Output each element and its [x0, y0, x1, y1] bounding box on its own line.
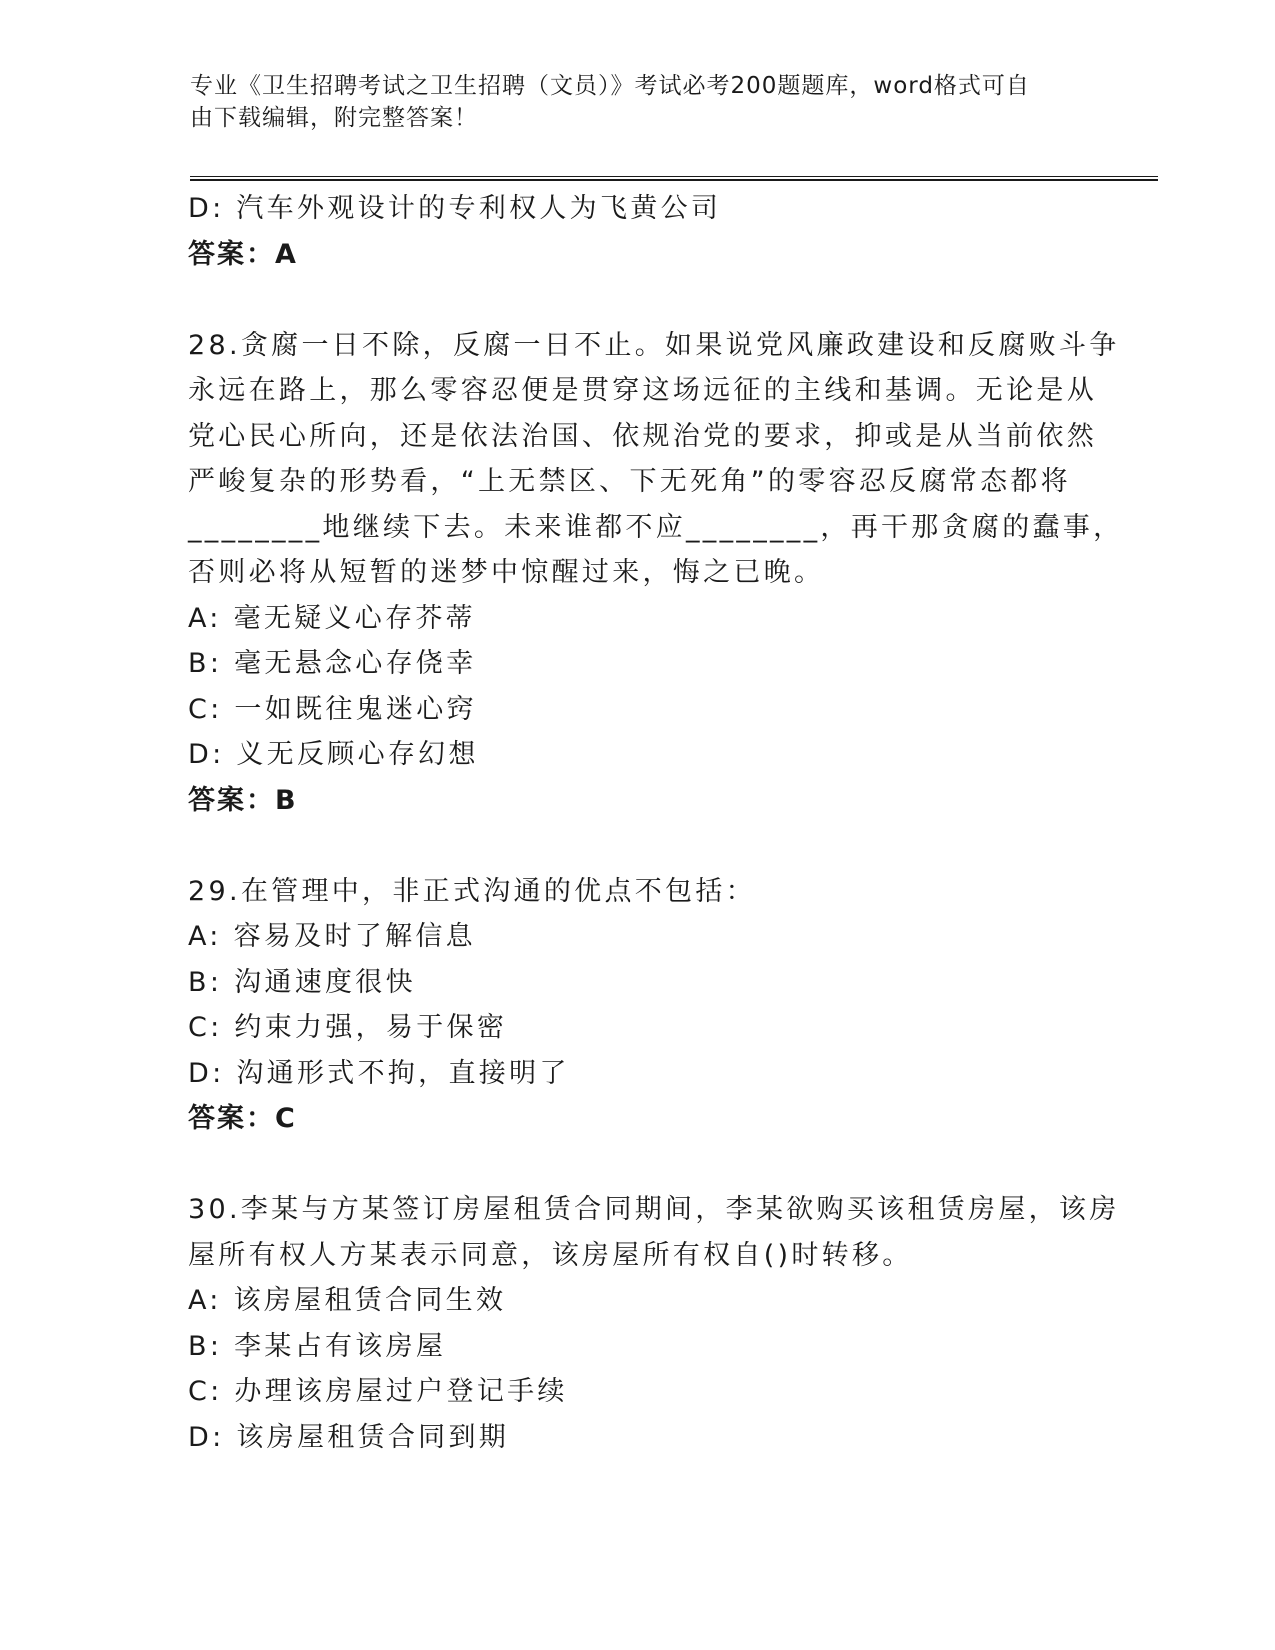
header-divider — [190, 176, 1158, 181]
question-stem-line: 屋所有权人方某表示同意，该房屋所有权自()时转移。 — [188, 1239, 913, 1271]
option-c: C: 约束力强，易于保密 — [188, 1012, 508, 1043]
question-stem-line: ________地继续下去。未来谁都不应________，再干那贪腐的蠢事， — [188, 511, 1124, 543]
option-d: D: 沟通形式不拘，直接明了 — [188, 1057, 570, 1089]
question-stem-line: 29.在管理中，非正式沟通的优点不包括： — [188, 875, 756, 907]
option-a: A: 容易及时了解信息 — [188, 921, 476, 952]
prev-option-d: D: 汽车外观设计的专利权人为飞黄公司 — [188, 193, 722, 224]
header-line-1: 专业《卫生招聘考试之卫生招聘（文员）》考试必考200题题库，word格式可自 — [190, 73, 1030, 99]
page-header — [190, 70, 1070, 134]
question-stem-line: 永远在路上，那么零容忍便是贯穿这场远征的主线和基调。无论是从 — [188, 375, 1097, 406]
option-b: B: 李某占有该房屋 — [188, 1330, 447, 1362]
option-d: D: 义无反顾心存幻想 — [188, 739, 479, 770]
question-28 — [188, 323, 1124, 824]
option-b: B: 毫无悬念心存侥幸 — [188, 648, 477, 679]
option-b: B: 沟通速度很快 — [188, 966, 416, 998]
answer-label: 答案：B — [188, 784, 298, 816]
option-c: C: 办理该房屋过户登记手续 — [188, 1376, 568, 1407]
prev-answer: 答案：A — [188, 238, 298, 270]
option-c: C: 一如既往鬼迷心窍 — [188, 693, 477, 725]
question-30 — [188, 1187, 1120, 1460]
answer-label: 答案：C — [188, 1103, 297, 1134]
question-stem-line: 28.贪腐一日不除，反腐一日不止。如果说党风廉政建设和反腐败斗争 — [188, 329, 1120, 361]
question-stem-line: 党心民心所向，还是依法治国、依规治党的要求，抑或是从当前依然 — [188, 420, 1097, 452]
option-a: A: 该房屋租赁合同生效 — [188, 1285, 507, 1316]
option-d: D: 该房屋租赁合同到期 — [188, 1421, 510, 1453]
question-stem-line: 30.李某与方某签订房屋租赁合同期间，李某欲购买该租赁房屋，该房 — [188, 1194, 1120, 1225]
question-stem-line: 否则必将从短暂的迷梦中惊醒过来，悔之已晚。 — [188, 557, 825, 588]
option-a: A: 毫无疑义心存芥蒂 — [188, 602, 476, 634]
header-line-2: 由下载编辑，附完整答案！ — [190, 105, 478, 131]
question-content — [188, 186, 1124, 1460]
question-stem-line: 严峻复杂的形势看，“上无禁区、下无死角”的零容忍反腐常态都将 — [188, 466, 1071, 497]
question-29 — [188, 869, 1088, 1142]
